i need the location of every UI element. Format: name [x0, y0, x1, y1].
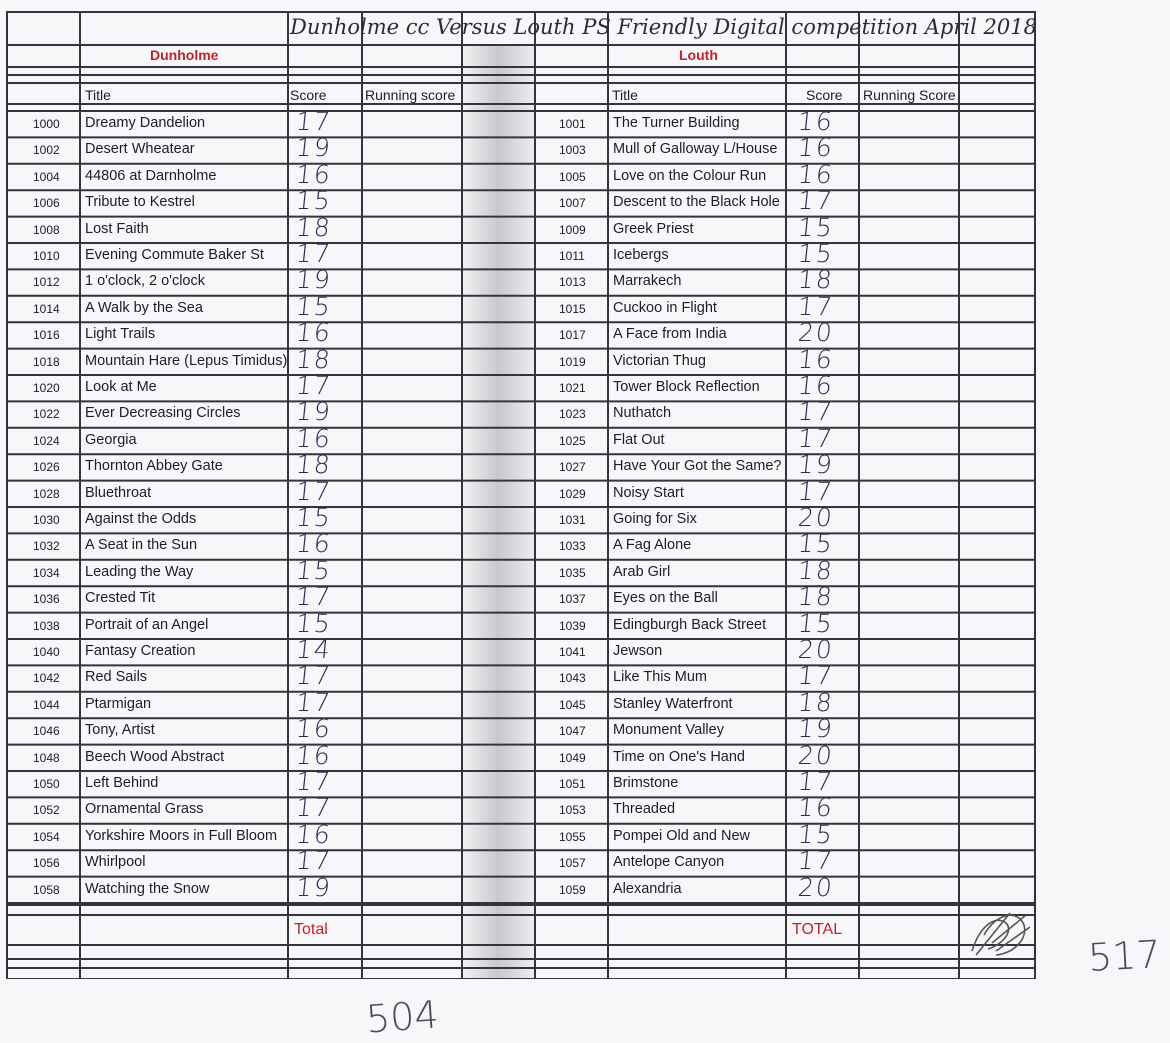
left-entry-number: 1038 [33, 618, 60, 633]
right-team-name: Louth [679, 47, 718, 63]
left-total-label: Total [294, 921, 328, 938]
right-entry-score: 17 [796, 846, 836, 876]
left-entry-number: 1058 [33, 882, 60, 897]
left-entry-score: 17 [294, 846, 334, 876]
right-entry-number: 1055 [559, 829, 586, 844]
right-entry-number: 1017 [559, 328, 586, 343]
left-entry-number: 1024 [33, 433, 60, 448]
right-entry-score: 17 [796, 397, 836, 427]
right-entry-number: 1045 [559, 697, 586, 712]
right-entry-score: 15 [796, 529, 836, 559]
right-entry-number: 1033 [559, 539, 586, 554]
right-entry-title: Marrakech [613, 273, 682, 290]
right-entry-number: 1007 [559, 196, 586, 211]
right-entry-title: Tower Block Reflection [613, 379, 760, 395]
right-entry-number: 1037 [559, 592, 586, 607]
left-entry-number: 1032 [33, 539, 60, 554]
left-entry-title: Dreamy Dandelion [85, 115, 206, 131]
right-entry-title: Stanley Waterfront [613, 695, 733, 712]
left-entry-number: 1042 [33, 671, 60, 686]
right-entry-number: 1047 [559, 724, 586, 739]
score-sheet [6, 11, 1036, 979]
left-entry-title: Against the Odds [85, 511, 197, 527]
left-entry-score: 18 [294, 212, 334, 242]
left-entry-number: 1048 [33, 750, 60, 765]
right-entry-title: Love on the Colour Run [613, 167, 767, 184]
right-entry-score: 17 [796, 476, 836, 506]
left-entry-score: 18 [294, 450, 334, 480]
right-entry-number: 1051 [559, 777, 586, 791]
right-entry-number: 1043 [559, 671, 586, 686]
left-entry-number: 1044 [33, 697, 60, 712]
left-entry-number: 1000 [33, 117, 60, 131]
left-entry-title: Evening Commute Baker St [85, 247, 264, 263]
left-entry-title: Leading the Way [85, 563, 194, 580]
right-entry-number: 1041 [559, 645, 586, 659]
left-entry-score: 15 [294, 608, 334, 638]
left-entry-number: 1010 [33, 249, 60, 263]
left-entry-title: Desert Wheatear [85, 141, 195, 158]
right-entry-title: Time on One's Hand [613, 748, 745, 765]
right-entry-title: Eyes on the Ball [613, 590, 718, 607]
left-entry-title: Light Trails [85, 326, 156, 343]
right-entry-title: Noisy Start [613, 484, 684, 501]
left-entry-title: Lost Faith [85, 220, 149, 237]
right-entry-number: 1035 [559, 565, 586, 580]
crossed-out-total-scribble [966, 905, 1034, 961]
left-entry-score: 19 [294, 133, 334, 163]
right-entry-score: 17 [796, 291, 836, 321]
right-entry-number: 1039 [559, 618, 586, 633]
right-header-score: Score [806, 87, 843, 103]
right-entry-score: 19 [796, 714, 836, 744]
right-entry-number: 1031 [559, 513, 586, 527]
left-entry-score: 16 [294, 423, 334, 453]
right-entry-score: 20 [796, 635, 836, 664]
right-entry-number: 1059 [559, 882, 586, 897]
left-entry-score: 17 [294, 687, 334, 717]
left-entry-title: 44806 at Darnholme [85, 167, 217, 184]
right-header-running: Running Score [863, 87, 956, 103]
right-entry-title: Descent to the Black Hole [613, 194, 780, 211]
right-entry-score: 18 [796, 687, 836, 717]
right-entry-title: Like This Mum [613, 669, 708, 686]
right-entry-number: 1019 [559, 354, 586, 369]
left-entry-title: Bluethroat [85, 484, 152, 501]
right-entry-title: Pompei Old and New [613, 827, 751, 844]
right-entry-number: 1015 [559, 301, 586, 316]
left-entry-title: Tribute to Kestrel [85, 194, 195, 211]
left-entry-title: Thornton Abbey Gate [85, 458, 223, 475]
left-entry-number: 1002 [33, 143, 60, 158]
right-entry-score: 15 [796, 819, 836, 849]
left-grand-total: 504 [364, 992, 440, 1042]
sheet-title: Dunholme cc Versus Louth PS Friendly Digital competition April 2018 [290, 15, 1037, 39]
left-entry-title: Watching the Snow [85, 880, 210, 897]
right-entry-number: 1013 [559, 275, 586, 290]
left-entry-number: 1030 [33, 513, 60, 527]
left-entry-title: Whirlpool [85, 854, 146, 871]
left-entry-title: Tony, Artist [85, 722, 155, 739]
left-entry-title: Crested Tit [85, 590, 156, 607]
left-entry-score: 15 [294, 503, 334, 532]
left-entry-score: 17 [294, 371, 334, 400]
left-entry-number: 1026 [33, 460, 60, 475]
right-entry-score: 15 [796, 608, 836, 638]
right-entry-number: 1025 [559, 433, 586, 448]
right-entry-number: 1009 [559, 222, 586, 237]
left-entry-score: 16 [294, 740, 334, 770]
right-entry-title: Brimstone [613, 775, 679, 791]
right-entry-title: A Fag Alone [613, 537, 692, 554]
left-entry-number: 1008 [33, 222, 60, 237]
left-entry-number: 1056 [33, 856, 60, 871]
left-entry-title: Yorkshire Moors in Full Bloom [85, 827, 278, 844]
left-entry-score: 15 [294, 186, 334, 216]
left-entry-number: 1046 [33, 724, 60, 739]
left-entry-number: 1022 [33, 407, 60, 422]
left-entry-title: Portrait of an Angel [85, 616, 209, 633]
right-entry-number: 1057 [559, 856, 586, 871]
left-entry-score: 16 [294, 819, 334, 849]
right-entry-title: Antelope Canyon [613, 854, 725, 871]
left-entry-number: 1036 [33, 592, 60, 607]
left-entry-title: Beech Wood Abstract [85, 748, 225, 765]
right-entry-number: 1053 [559, 803, 586, 818]
right-entry-score: 17 [796, 423, 836, 453]
left-entry-title: Left Behind [85, 775, 159, 791]
left-entry-number: 1014 [33, 301, 60, 316]
right-entry-score: 16 [796, 133, 836, 163]
left-entry-title: 1 o'clock, 2 o'clock [85, 273, 205, 290]
right-entry-title: Alexandria [613, 880, 682, 897]
right-entry-title: The Turner Building [613, 115, 740, 131]
right-grand-total: 517 [1086, 932, 1162, 980]
left-entry-score: 19 [294, 872, 334, 902]
left-entry-title: Ornamental Grass [85, 801, 204, 818]
left-entry-number: 1040 [33, 645, 60, 659]
right-total-label: TOTAL [792, 921, 843, 938]
right-entry-number: 1005 [559, 169, 586, 184]
left-entry-score: 16 [294, 714, 334, 744]
right-entry-number: 1023 [559, 407, 586, 422]
left-entry-number: 1004 [33, 169, 60, 184]
left-header-score: Score [290, 87, 327, 103]
left-entry-number: 1020 [33, 381, 60, 395]
right-entry-title: Mull of Galloway L/House [613, 141, 778, 158]
left-entry-score: 17 [294, 239, 334, 268]
left-entry-number: 1012 [33, 275, 60, 290]
left-entry-score: 16 [294, 529, 334, 559]
right-entry-score: 18 [796, 555, 836, 585]
right-entry-score: 17 [796, 767, 836, 796]
left-entry-score: 17 [294, 476, 334, 506]
right-entry-score: 15 [796, 212, 836, 242]
right-entry-title: A Face from India [613, 326, 727, 343]
left-entry-title: Mountain Hare (Lepus Timidus) [85, 352, 288, 369]
left-entry-title: A Seat in the Sun [85, 537, 198, 554]
right-entry-number: 1021 [559, 381, 586, 395]
left-entry-score: 16 [294, 318, 334, 348]
left-header-running: Running score [365, 87, 456, 103]
right-entry-score: 17 [796, 661, 836, 691]
right-header-title: Title [612, 87, 638, 103]
right-entry-title: Jewson [613, 643, 663, 659]
right-entry-number: 1029 [559, 486, 586, 501]
left-entry-number: 1052 [33, 803, 60, 818]
left-entry-score: 17 [294, 582, 334, 612]
left-entry-title: Georgia [85, 431, 137, 448]
right-entry-number: 1003 [559, 143, 586, 158]
right-entry-title: Greek Priest [613, 220, 694, 237]
right-entry-title: Have Your Got the Same? [613, 458, 782, 475]
left-entry-score: 17 [294, 661, 334, 691]
right-entry-score: 17 [796, 186, 836, 216]
left-entry-number: 1018 [33, 354, 60, 369]
left-entry-number: 1016 [33, 328, 60, 343]
right-entry-title: Monument Valley [613, 722, 724, 739]
right-entry-score: 20 [796, 318, 836, 348]
left-entry-score: 17 [294, 793, 334, 823]
left-entry-number: 1054 [33, 829, 60, 844]
left-entry-title: Ever Decreasing Circles [85, 405, 241, 422]
right-entry-score: 20 [796, 872, 836, 902]
right-entry-score: 15 [796, 239, 836, 268]
right-entry-score: 16 [796, 793, 836, 823]
right-entry-score: 19 [796, 450, 836, 480]
left-entry-number: 1034 [33, 565, 60, 580]
left-team-name: Dunholme [150, 47, 219, 63]
left-header-title: Title [85, 87, 111, 103]
right-entry-title: Going for Six [613, 511, 697, 527]
left-entry-score: 17 [294, 107, 334, 136]
right-entry-score: 18 [796, 265, 836, 295]
left-entry-score: 14 [294, 635, 334, 664]
left-entry-number: 1050 [33, 777, 60, 791]
right-entry-title: Edingburgh Back Street [613, 616, 767, 633]
right-entry-number: 1011 [559, 249, 585, 263]
right-entry-number: 1027 [559, 460, 586, 475]
right-entry-title: Victorian Thug [613, 352, 706, 369]
right-entry-score: 16 [796, 159, 836, 189]
left-entry-score: 16 [294, 159, 334, 189]
right-entry-score: 18 [796, 582, 836, 612]
right-entry-title: Threaded [613, 801, 676, 818]
left-entry-score: 15 [294, 291, 334, 321]
left-entry-score: 19 [294, 265, 334, 295]
right-entry-score: 16 [796, 371, 836, 400]
right-entry-title: Cuckoo in Flight [613, 299, 717, 316]
left-entry-title: A Walk by the Sea [85, 299, 203, 316]
right-entry-number: 1049 [559, 750, 586, 765]
right-entry-number: 1001 [559, 117, 586, 131]
right-entry-title: Flat Out [613, 431, 665, 448]
left-entry-score: 18 [294, 344, 334, 374]
right-entry-score: 20 [796, 740, 836, 770]
left-entry-title: Red Sails [85, 669, 148, 686]
left-entry-number: 1028 [33, 486, 60, 501]
right-entry-title: Icebergs [613, 247, 669, 263]
left-entry-score: 17 [294, 767, 334, 796]
right-entry-score: 20 [796, 503, 836, 532]
left-entry-title: Ptarmigan [85, 695, 152, 712]
left-entry-title: Look at Me [85, 379, 157, 395]
left-entry-score: 15 [294, 555, 334, 585]
right-entry-title: Nuthatch [613, 405, 672, 422]
left-entry-score: 19 [294, 397, 334, 427]
left-entry-number: 1006 [33, 196, 60, 211]
right-entry-score: 16 [796, 344, 836, 374]
right-entry-title: Arab Girl [613, 563, 671, 580]
left-entry-title: Fantasy Creation [85, 643, 196, 659]
right-entry-score: 16 [796, 107, 836, 136]
